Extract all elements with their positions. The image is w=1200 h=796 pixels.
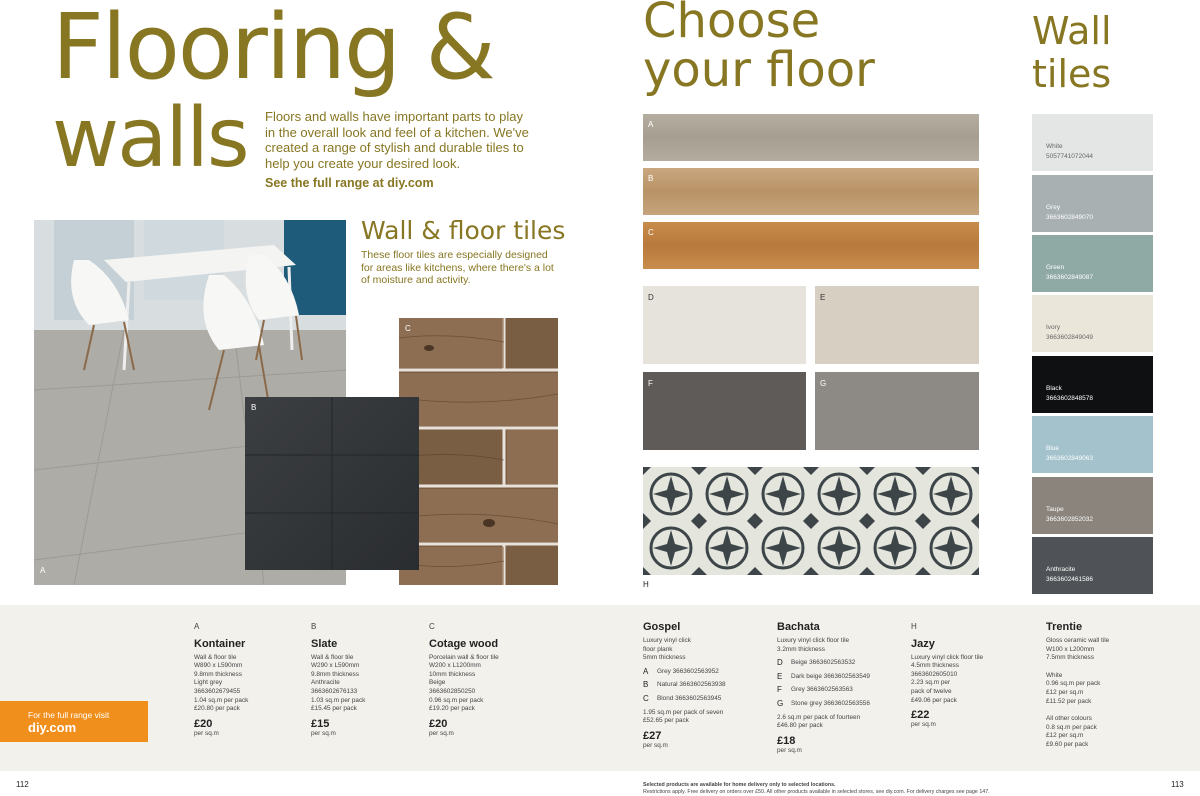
wall-swatch-blue: Blue 3663602849063 [1032,416,1153,473]
wall-swatch-ivory: Ivory 3663602849049 [1032,295,1153,352]
floor-label-h: H [643,580,649,589]
floor-label-a: A [648,120,654,129]
promo-line1: For the full range visit [28,710,110,720]
see-range-link[interactable]: See the full range at diy.com [265,176,434,190]
promo-banner[interactable] [0,701,148,742]
price-cotage-wood: £20 [429,717,448,730]
promo-line2: diy.com [28,720,77,735]
wall-tiles-title-line1: Wall [1032,9,1112,53]
floor-label-d: D [648,293,654,302]
image-label-a: A [40,566,46,575]
plank-grey [643,114,979,161]
tile-patterned [643,467,979,575]
wall-swatch-black: Black 3663602848578 [1032,356,1153,413]
product-kontainer: A Kontainer Wall & floor tile W890 x L590mm 9.8mm thickness Light grey 3663602679455 1.04 sq.m per pack £20.80 per pack £20 per sq.m [194,623,294,738]
wall-swatch-anthracite: Anthracite 3663602461586 [1032,537,1153,594]
tile-stone-grey [815,372,979,450]
tile-grey [643,372,806,450]
plank-blond [643,222,979,269]
section-text: These floor tiles are especially designed for areas like kitchens, where there's a lot of moisture and activity. [361,249,554,286]
product-bachata: Bachata Luxury vinyl click floor tile 3.2mm thickness D Beige 3663602563532 E Dark beige 3663602563549 F Grey 3663602563563 G Stone grey 3663602563556 2.6 sq.m per pack of fourteen £46.80 per pack £18 per sq.m [777,621,902,755]
product-slate: B Slate Wall & floor tile W290 x L590mm 9.8mm thickness Anthracite 3663602676133 1.03 sq.m per pack £15.45 per pack £15 per sq.m [311,623,411,738]
choose-title-line2: your floor [643,42,875,98]
image-label-b: B [251,403,257,412]
image-label-c: C [405,324,411,333]
price-jazy: £22 [911,709,930,722]
price-bachata: £18 [777,734,796,747]
price-kontainer: £20 [194,717,213,730]
wall-swatch-grey: Grey 3663602849070 [1032,175,1153,232]
tile-dark-beige [815,286,979,364]
wall-swatch-white: White 5057741072044 [1032,114,1153,171]
product-gospel: Gospel Luxury vinyl click floor plank 5mm thickness A Grey 3663602563952 B Natural 3663602563938 C Blond 3663602563945 1.95 sq.m per pack of seven £52.65 per pack £27 per sq.m [643,621,763,750]
wall-tiles-title-line2: tiles [1032,52,1112,96]
floor-label-g: G [820,379,827,388]
main-title-line2: walls [52,91,248,186]
page-number-right: 113 [1171,780,1184,789]
product-cotage-wood: C Cotage wood Porcelain wall & floor tile W200 x L1200mm 10mm thickness Beige 3663602850250 0.96 sq.m per pack £19.20 per pack £20 per sq.m [429,623,539,738]
main-title-line1: Flooring & [52,0,494,100]
floor-label-e: E [820,293,826,302]
floor-label-b: B [648,174,654,183]
wall-swatch-green: Green 3663602849087 [1032,235,1153,292]
price-gospel: £27 [643,729,662,742]
floor-label-f: F [648,379,653,388]
cotage-wood-tile-photo [399,318,558,585]
product-trentie: Trentie Gloss ceramic wall tile W100 x L200mm 7.5mm thickness White 0.96 sq.m per pack £12 per sq.m £11.52 per pack All other colours 0.8 sq.m per pack £12 per sq.m £9.60 per pack [1046,621,1110,748]
footnote: Selected products are available for home delivery only to selected locations. Restrictions apply. Free delivery on orders over £50. All other products available in selected stores, see diy.com. For delivery charges see page 147. [643,782,990,795]
section-title: Wall & floor tiles [361,216,566,245]
wall-swatch-taupe: Taupe 3663602852032 [1032,477,1153,534]
choose-title-line1: Choose [643,0,821,49]
tile-beige [643,286,806,364]
plank-natural [643,168,979,215]
page-number-left: 112 [16,780,29,789]
floor-label-c: C [648,228,654,237]
slate-tile-photo [245,397,419,570]
product-jazy: H Jazy Luxury vinyl click floor tile 4.5mm thickness 3663602605010 2.23 sq.m per pack of twelve £49.06 per pack £22 per sq.m [911,623,1021,730]
price-slate: £15 [311,717,330,730]
intro-text: Floors and walls have important parts to play in the overall look and feel of a kitchen. We've created a range of stylish and durable tiles to help you create your desired look. [265,109,529,171]
